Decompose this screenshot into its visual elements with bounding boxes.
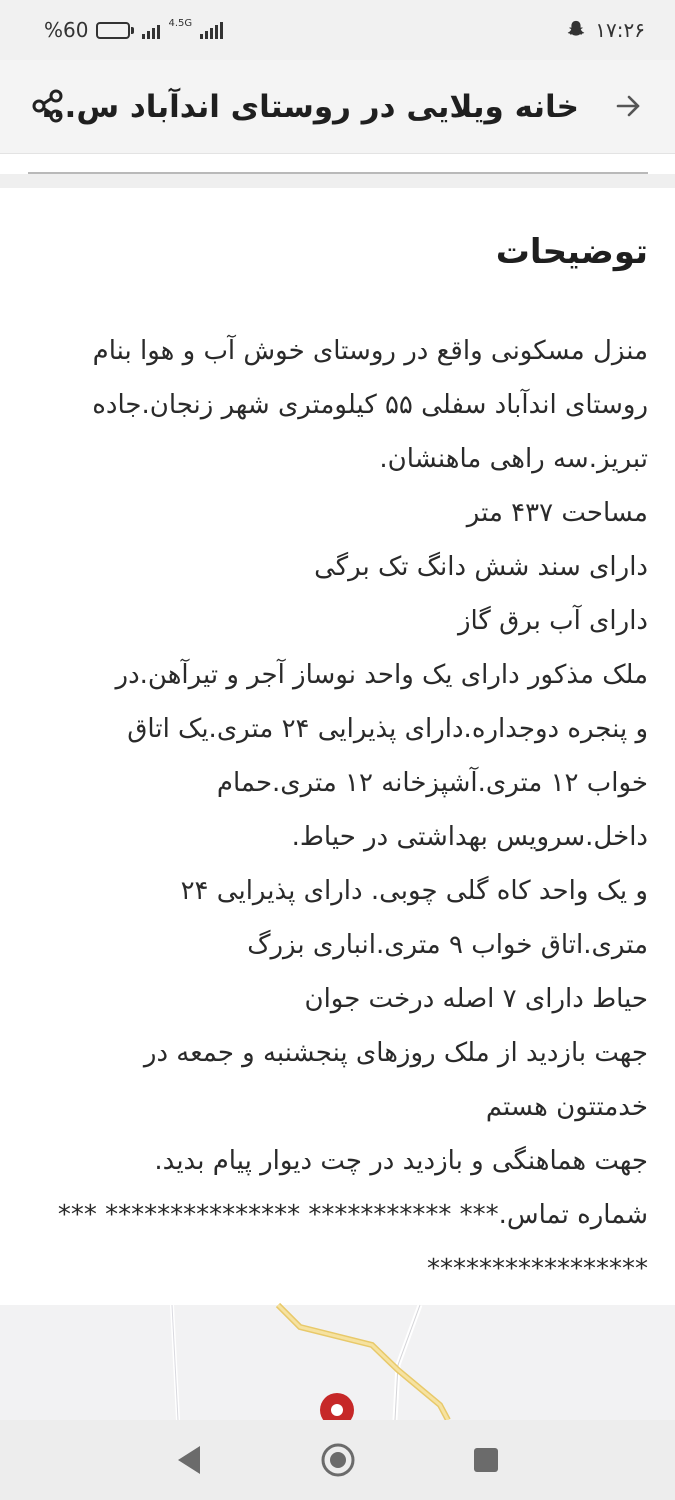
signal-icon-2: [200, 21, 223, 39]
description-line: مساحت ۴۳۷ متر: [466, 498, 648, 528]
network-type: 4.5G: [168, 18, 193, 29]
nav-recent-apps-icon[interactable]: [474, 1448, 498, 1472]
description-line: حیاط دارای ۷ اصله درخت جوان: [304, 984, 648, 1014]
section-separator: [0, 174, 675, 188]
description-text: [26, 324, 648, 1296]
status-right: [565, 18, 645, 42]
map-drawing: [0, 1305, 675, 1420]
battery-icon: [96, 22, 134, 39]
description-line: روستای اندآباد سفلی ۵۵ کیلومتری شهر زنجان.جاده: [92, 390, 648, 420]
back-arrow-icon[interactable]: [613, 91, 643, 121]
page-title: خانه ویلایی در روستای اندآباد س...: [41, 89, 579, 125]
snapchat-icon: [565, 19, 587, 41]
description-line: و یک واحد کاه گلی چوبی. دارای پذیرایی ۲۴: [180, 876, 648, 906]
status-bar: [0, 0, 675, 60]
description-line: ملک مذکور دارای یک واحد نوساز آجر و تیرآهن.در: [115, 660, 648, 690]
description-line: جهت هماهنگی و بازدید در چت دیوار پیام بدید.: [154, 1146, 648, 1176]
nav-back-icon[interactable]: [176, 1444, 202, 1476]
status-left: [44, 18, 223, 42]
section-heading: توضیحات: [495, 232, 648, 272]
map-preview[interactable]: [0, 1305, 675, 1420]
description-line: شماره تماس.*** *********** *************** ***: [57, 1200, 648, 1230]
battery-percent: %60: [44, 18, 89, 42]
description-line: تبریز.سه راهی ماهنشان.: [379, 444, 648, 474]
description-line: خواب ۱۲ متری.آشپزخانه ۱۲ متری.حمام: [216, 768, 648, 798]
description-line: و پنجره دوجداره.دارای پذیرایی ۲۴ متری.یک اتاق: [127, 714, 648, 744]
description-line: *****************: [427, 1254, 648, 1284]
description-line: منزل مسکونی واقع در روستای خوش آب و هوا بنام: [92, 336, 648, 366]
description-line: جهت بازدید از ملک روزهای پنجشنبه و جمعه در: [143, 1038, 648, 1068]
clock: ۱۷:۲۶: [595, 18, 645, 42]
description-line: داخل.سرویس بهداشتی در حیاط.: [291, 822, 648, 852]
nav-home-icon[interactable]: [320, 1442, 356, 1478]
app-bar: [0, 60, 675, 154]
signal-icon: [142, 21, 160, 39]
description-line: دارای آب برق گاز: [457, 606, 648, 636]
description-line: دارای سند شش دانگ تک برگی: [314, 552, 648, 582]
description-line: متری.اتاق خواب ۹ متری.انباری بزرگ: [247, 930, 648, 960]
description-line: خدمتتون هستم: [485, 1092, 648, 1122]
system-nav-bar: [0, 1420, 675, 1500]
